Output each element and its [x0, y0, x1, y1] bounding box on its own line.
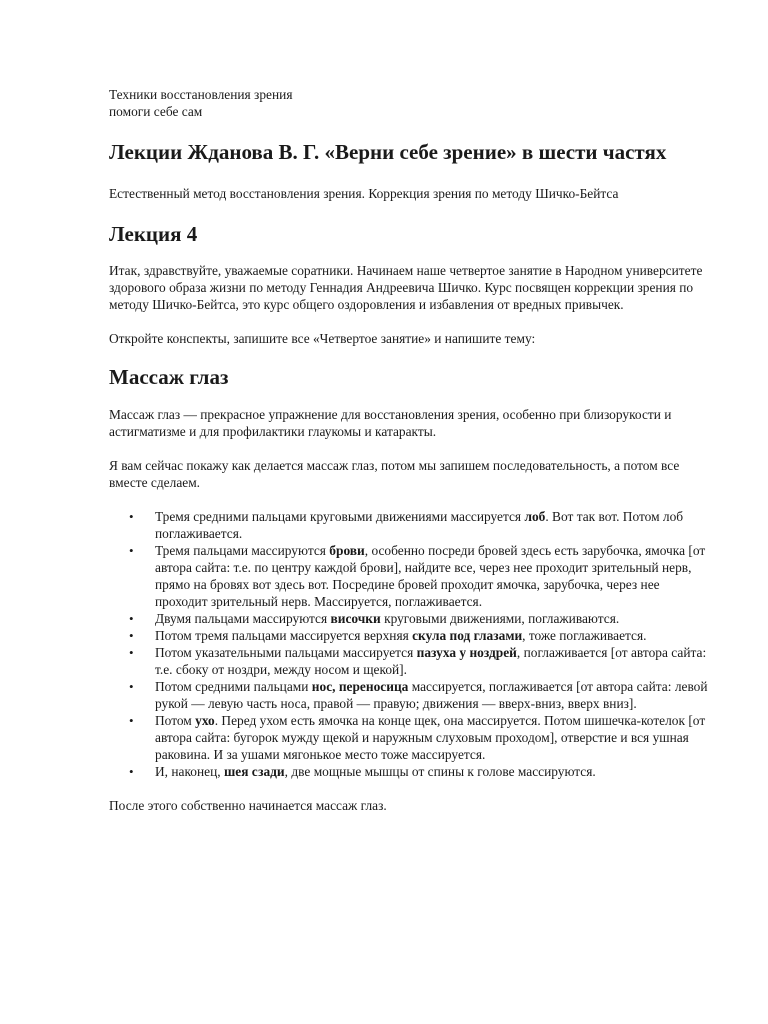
list-item — [109, 763, 709, 780]
list-item-text: Потом — [155, 713, 196, 728]
list-item-text: , две мощные мышцы от спины к голове массируются. — [284, 764, 596, 779]
list-item — [109, 610, 709, 627]
lecture-heading: Лекция 4 — [109, 222, 198, 246]
list-item — [109, 644, 709, 678]
list-item-bold: брови — [329, 543, 365, 558]
list-item — [109, 627, 709, 644]
list-item-text: массируется, поглаживается [от автора сайта: левой рукой — левую часть носа, правой — правую; движения — вверх-вниз, вверх вниз]. — [155, 679, 708, 711]
list-item-bold: ухо — [195, 713, 215, 728]
header-line-1: Техники восстановления зрения — [109, 87, 293, 102]
list-item-text: , тоже поглаживается. — [522, 628, 647, 643]
list-item-bold: скула под глазами — [412, 628, 523, 643]
instruction-paragraph: Откройте конспекты, запишите все «Четвертое занятие» и напишите тему: — [109, 331, 536, 346]
bullet-icon: • — [129, 679, 134, 694]
list-item-text: Потом средними пальцами — [155, 679, 312, 694]
list-item-text: , особенно посреди бровей здесь есть зарубочка, ямочка [от автора сайта: т.е. по центру каждой брови], найдите все, через нее проходит зрительный нерв, прямо на бровях вот здесь вот. Посредине бровей проходит ямочка, зарубочка, через нее проходит зрительный нерв. Массируется, поглаживается. — [155, 543, 706, 609]
document-page — [109, 86, 709, 814]
bullet-icon: • — [129, 509, 134, 524]
subtitle: Естественный метод восстановления зрения. Коррекция зрения по методу Шичко-Бейтса — [109, 186, 619, 201]
bullet-icon: • — [129, 645, 134, 660]
list-item — [109, 508, 709, 542]
list-item-text: . Вот так вот. Потом лоб поглаживается. — [155, 509, 684, 541]
document-title: Лекции Жданова В. Г. «Верни себе зрение» в шести частях — [109, 140, 667, 164]
list-item-bold: пазуха у ноздрей — [416, 645, 517, 660]
section-paragraph-1: Массаж глаз — прекрасное упражнение для восстановления зрения, особенно при близорукости и астигматизме и для профилактики глаукомы и катаракты. — [109, 407, 672, 439]
list-item — [109, 678, 709, 712]
bullet-icon: • — [129, 764, 134, 779]
header-line-2: помоги себе сам — [109, 104, 203, 119]
list-item — [109, 542, 709, 610]
bullet-icon: • — [129, 611, 134, 626]
bullet-icon: • — [129, 543, 134, 558]
list-item-text: круговыми движениями, поглаживаются. — [380, 611, 620, 626]
massage-steps-list — [109, 508, 709, 780]
list-item-text: Тремя средними пальцами круговыми движениями массируется — [155, 509, 525, 524]
list-item-bold: височки — [330, 611, 381, 626]
list-item-bold: лоб — [524, 509, 546, 524]
intro-paragraph: Итак, здравствуйте, уважаемые соратники. Начинаем наше четвертое занятие в Народном университете здорового образа жизни по методу Геннадия Андреевича Шичко. Курс посвящен коррекции зрения по методу Шичко-Бейтса, это курс общего оздоровления и избавления от вредных привычек. — [109, 263, 703, 312]
closing-paragraph: После этого собственно начинается массаж глаз. — [109, 798, 387, 813]
list-item-text: Тремя пальцами массируются — [155, 543, 330, 558]
list-item-text: Двумя пальцами массируются — [155, 611, 331, 626]
list-item-bold: нос, переносица — [311, 679, 409, 694]
list-item-text: , поглаживается [от автора сайта: т.е. сбоку от ноздри, между носом и щекой]. — [155, 645, 707, 677]
section-paragraph-2: Я вам сейчас покажу как делается массаж глаз, потом мы запишем последовательность, а потом все вместе сделаем. — [109, 458, 680, 490]
list-item-text: Потом указательными пальцами массируется — [155, 645, 417, 660]
list-item-text: . Перед ухом есть ямочка на конце щек, она массируется. Потом шишечка-котелок [от автора сайта: бугорок мужду щекой и наружным слуховым проходом], отверстие и вся ушная раковина. И за ушами мягонькое место тоже массируется. — [155, 713, 706, 762]
list-item — [109, 712, 709, 763]
bullet-icon: • — [129, 628, 134, 643]
section-heading: Массаж глаз — [109, 365, 229, 389]
list-item-bold: шея сзади — [223, 764, 285, 779]
bullet-icon: • — [129, 713, 134, 728]
list-item-text: Потом тремя пальцами массируется верхняя — [155, 628, 413, 643]
list-item-text: И, наконец, — [155, 764, 224, 779]
